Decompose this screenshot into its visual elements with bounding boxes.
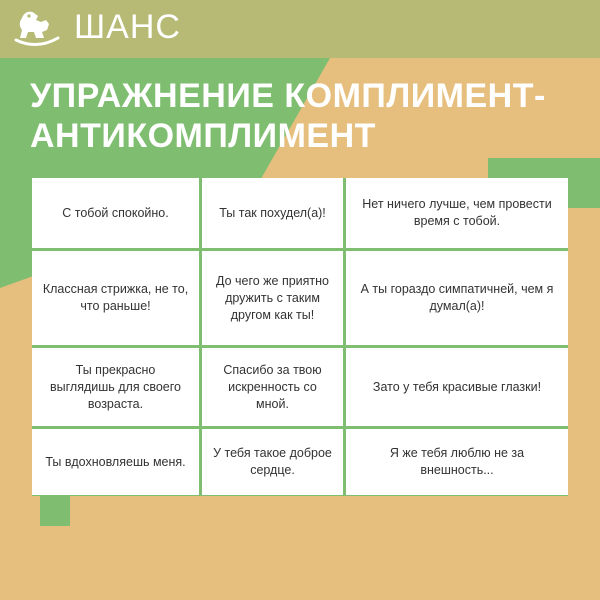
title-line-2: АНТИКОМПЛИМЕНТ [30, 117, 376, 155]
compliment-card: Нет ничего лучше, чем провести время с тобой. [346, 178, 568, 248]
compliment-card: У тебя такое доброе сердце. [202, 429, 343, 495]
compliment-card: Ты так похудел(а)! [202, 178, 343, 248]
compliment-card: Зато у тебя красивые глазки! [346, 348, 568, 426]
compliments-grid [32, 178, 568, 496]
title-line-1: УПРАЖНЕНИЕ КОМПЛИМЕНТ- [30, 77, 546, 115]
rocking-horse-icon [14, 8, 60, 50]
header-bar [0, 0, 600, 58]
compliment-card: Я же тебя люблю не за внешность... [346, 429, 568, 495]
compliment-card: А ты гораздо симпатичней, чем я думал(а)! [346, 251, 568, 345]
brand-name: ШАНС [74, 8, 181, 46]
compliment-card: Спасибо за твою искренность со мной. [202, 348, 343, 426]
compliment-card: Классная стрижка, не то, что раньше! [32, 251, 199, 345]
page-title [30, 76, 570, 156]
compliment-card: До чего же приятно дружить с таким другом как ты! [202, 251, 343, 345]
compliment-card: Ты прекрасно выглядишь для своего возраста. [32, 348, 199, 426]
compliment-card: С тобой спокойно. [32, 178, 199, 248]
compliment-card: Ты вдохновляешь меня. [32, 429, 199, 495]
